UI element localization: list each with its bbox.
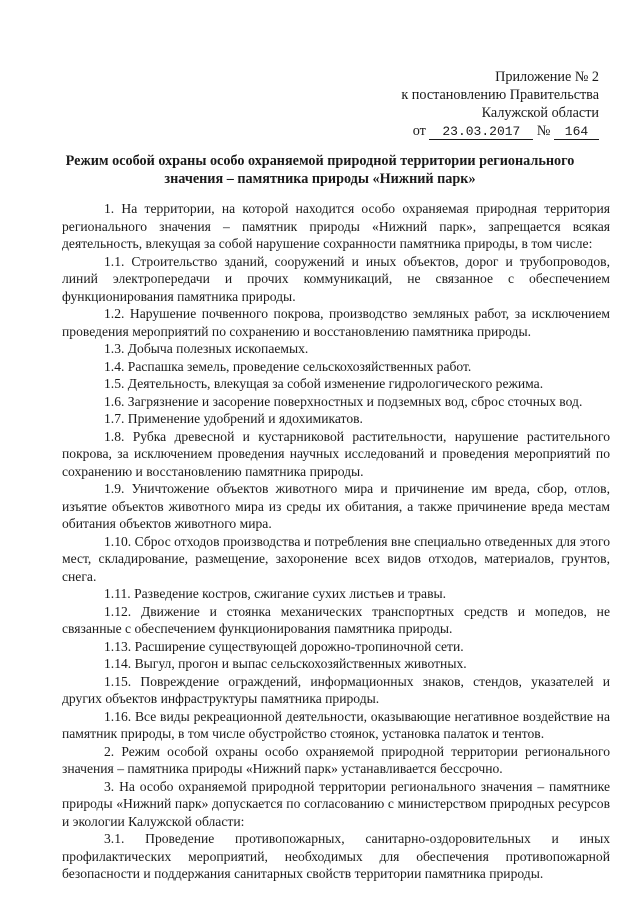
paragraph: 1.15. Повреждение ограждений, информационных знаков, стендов, указателей и других объектов инфраструктуры памятника природы. (62, 673, 610, 706)
region-name: Калужской области (481, 105, 599, 121)
resolution-date: 23.03.2017 (429, 125, 533, 140)
paragraph: 1.11. Разведение костров, сжигание сухих листьев и травы. (104, 586, 447, 601)
date-number-line (339, 122, 599, 140)
paragraph: 1.9. Уничтожение объектов животного мира и причинение им вреда, сбор, отлов, изъятие объектов животного мира из среды их обитания, а также причинение вреда местам обитания объектов животного мира. (62, 481, 610, 531)
paragraph: 1.2. Нарушение почвенного покрова, производство земляных работ, за исключением проведения мероприятий по сохранению и восстановлению памятника природы. (62, 306, 610, 339)
paragraph: 1.6. Загрязнение и засорение поверхностных и подземных вод, сброс сточных вод. (104, 393, 583, 409)
appendix-header (339, 68, 599, 140)
paragraph: 1.3. Добыча полезных ископаемых. (104, 341, 309, 356)
paragraph: 1.12. Движение и стоянка механических транспортных средств и мопедов, не связанные с обеспечением функционирования памятника природы. (62, 603, 610, 636)
resolution-reference: к постановлению Правительства (401, 87, 599, 103)
resolution-number: 164 (554, 125, 599, 140)
paragraph: 1.10. Сброс отходов производства и потребления вне специально отведенных для этого мест, складирование, размещение, захоронение всех видов отходов, материалов, грунтов, снега. (62, 533, 610, 584)
paragraph: 2. Режим особой охраны особо охраняемой природной территории регионального значения – памятника природы «Нижний парк» устанавливается бессрочно. (62, 743, 610, 776)
paragraph: 1.14. Выгул, прогон и выпас сельскохозяйственных животных. (104, 656, 467, 671)
paragraph: 1.1. Строительство зданий, сооружений и иных объектов, дорог и трубопроводов, линий электропередачи и прочих коммуникаций, не связанное с обеспечением функционирования памятника природы. (62, 253, 610, 304)
paragraph: 3. На особо охраняемой природной территории регионального значения – памятнике природы «Нижний парк» допускается по согласованию с министерством природных ресурсов и экологии Калужской области: (62, 778, 610, 829)
date-prefix: от (412, 123, 426, 139)
paragraph: 1.16. Все виды рекреационной деятельности, оказывающие негативное воздействие на памятник природы, в том числе обустройство стоянок, установка палаток и тентов. (62, 708, 610, 741)
paragraph: 3.1. Проведение противопожарных, санитарно-оздоровительных и иных профилактических мероприятий, необходимых для обеспечения противопожарной безопасности и поддержания санитарных свойств территории памятника природы. (62, 831, 610, 881)
paragraph: 1. На территории, на которой находится особо охраняемая природная территория регионального значения – памятник природы «Нижний парк», запрещается всякая деятельность, влекущая за собой нарушение сохранности памятника природы, в том числе: (62, 201, 610, 251)
number-prefix: № (536, 123, 551, 139)
appendix-number: Приложение № 2 (495, 69, 599, 85)
paragraph: 1.7. Применение удобрений и ядохимикатов. (104, 411, 363, 426)
document-body (62, 200, 610, 883)
paragraph: 1.4. Распашка земель, проведение сельскохозяйственных работ. (104, 358, 472, 374)
document-title: Режим особой охраны особо охраняемой природной территории регионального значения – памятника природы «Нижний парк» (65, 153, 575, 187)
paragraph: 1.13. Расширение существующей дорожно-тропиночной сети. (104, 638, 464, 654)
paragraph: 1.8. Рубка древесной и кустарниковой растительности, нарушение растительного покрова, за исключением проведения научных исследований и проведения мероприятий по сохранению и восстановлению памятника природы. (62, 428, 610, 479)
paragraph: 1.5. Деятельность, влекущая за собой изменение гидрологического режима. (104, 376, 544, 391)
